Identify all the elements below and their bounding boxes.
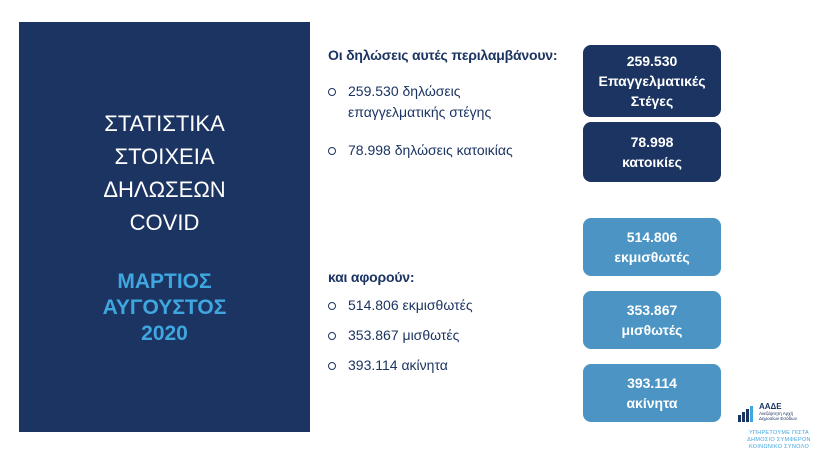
stat-value: 514.806: [626, 229, 678, 245]
stat-box-lessors: [583, 218, 721, 276]
stat-value: 393.114: [627, 375, 677, 391]
logo-subtitle-line: Ανεξάρτητη Αρχή: [759, 411, 794, 416]
title-line: ΣΤΟΙΧΕΙΑ: [114, 144, 215, 169]
stat-box-tenants: [583, 291, 721, 349]
stat-label: Επαγγελματικές: [598, 73, 706, 89]
aade-logo: [738, 402, 820, 452]
stat-label: εκμισθωτές: [614, 249, 690, 265]
bullet-line: 78.998 δηλώσεις κατοικίας: [348, 142, 513, 158]
bullet-circle-icon: [328, 88, 336, 96]
title-line: ΔΗΛΩΣΕΩΝ: [103, 177, 226, 202]
bullet-line: 259.530 δηλώσεις: [348, 83, 461, 99]
bullet-text: 353.867 μισθωτές: [348, 327, 460, 343]
stat-value: 78.998: [630, 134, 674, 150]
period-line: 2020: [141, 322, 188, 345]
motto-line: ΥΠΗΡΕΤΟΥΜΕ ΠΙΣΤΑ: [748, 430, 810, 436]
aade-logo-icon: [738, 406, 756, 422]
stat-box-properties: [583, 364, 721, 422]
motto-line: ΔΗΜΟΣΙΟ ΣΥΜΦΕΡΟΝ: [747, 437, 811, 443]
logo-name: ΑΑΔΕ: [759, 402, 782, 411]
stat-box-residences: [583, 122, 721, 182]
bullet-line: επαγγελματικής στέγης: [348, 104, 492, 120]
period-label: [19, 269, 310, 347]
bullet-text: [348, 140, 513, 161]
stat-label: Στέγες: [630, 93, 674, 109]
logo-subtitle: [759, 411, 819, 421]
period-line: ΑΥΓΟΥΣΤΟΣ: [102, 296, 227, 319]
bullet-circle-icon: [328, 302, 336, 310]
section2-heading: και αφορούν:: [328, 269, 415, 285]
bullet-text: 393.114 ακίνητα: [348, 357, 448, 373]
logo-motto: [738, 430, 820, 451]
title-line: ΣΤΑΤΙΣΤΙΚΑ: [104, 111, 225, 136]
stat-label: κατοικίες: [622, 154, 682, 170]
stat-box-professional-housing: [583, 45, 721, 117]
stat-label: μισθωτές: [621, 322, 683, 338]
stat-value: 353.867: [626, 302, 678, 318]
slide-title: [19, 107, 310, 239]
bullet-circle-icon: [328, 147, 336, 155]
motto-line: ΚΟΙΝΩΝΙΚΟ ΣΥΝΟΛΟ: [748, 444, 810, 450]
bullet-circle-icon: [328, 362, 336, 370]
bullet-circle-icon: [328, 332, 336, 340]
bullet-text: 514.806 εκμισθωτές: [348, 297, 473, 313]
logo-header: [738, 402, 820, 426]
stat-label: ακίνητα: [626, 395, 678, 411]
bullet-text: [348, 81, 491, 123]
title-line: COVID: [129, 210, 200, 235]
logo-subtitle-line: Δημοσίων Εσόδων: [759, 416, 797, 421]
title-panel: [19, 22, 310, 432]
period-line: ΜΑΡΤΙΟΣ: [117, 270, 212, 293]
stat-value: 259.530: [626, 53, 678, 69]
section1-heading: Οι δηλώσεις αυτές περιλαμβάνουν:: [328, 47, 558, 63]
